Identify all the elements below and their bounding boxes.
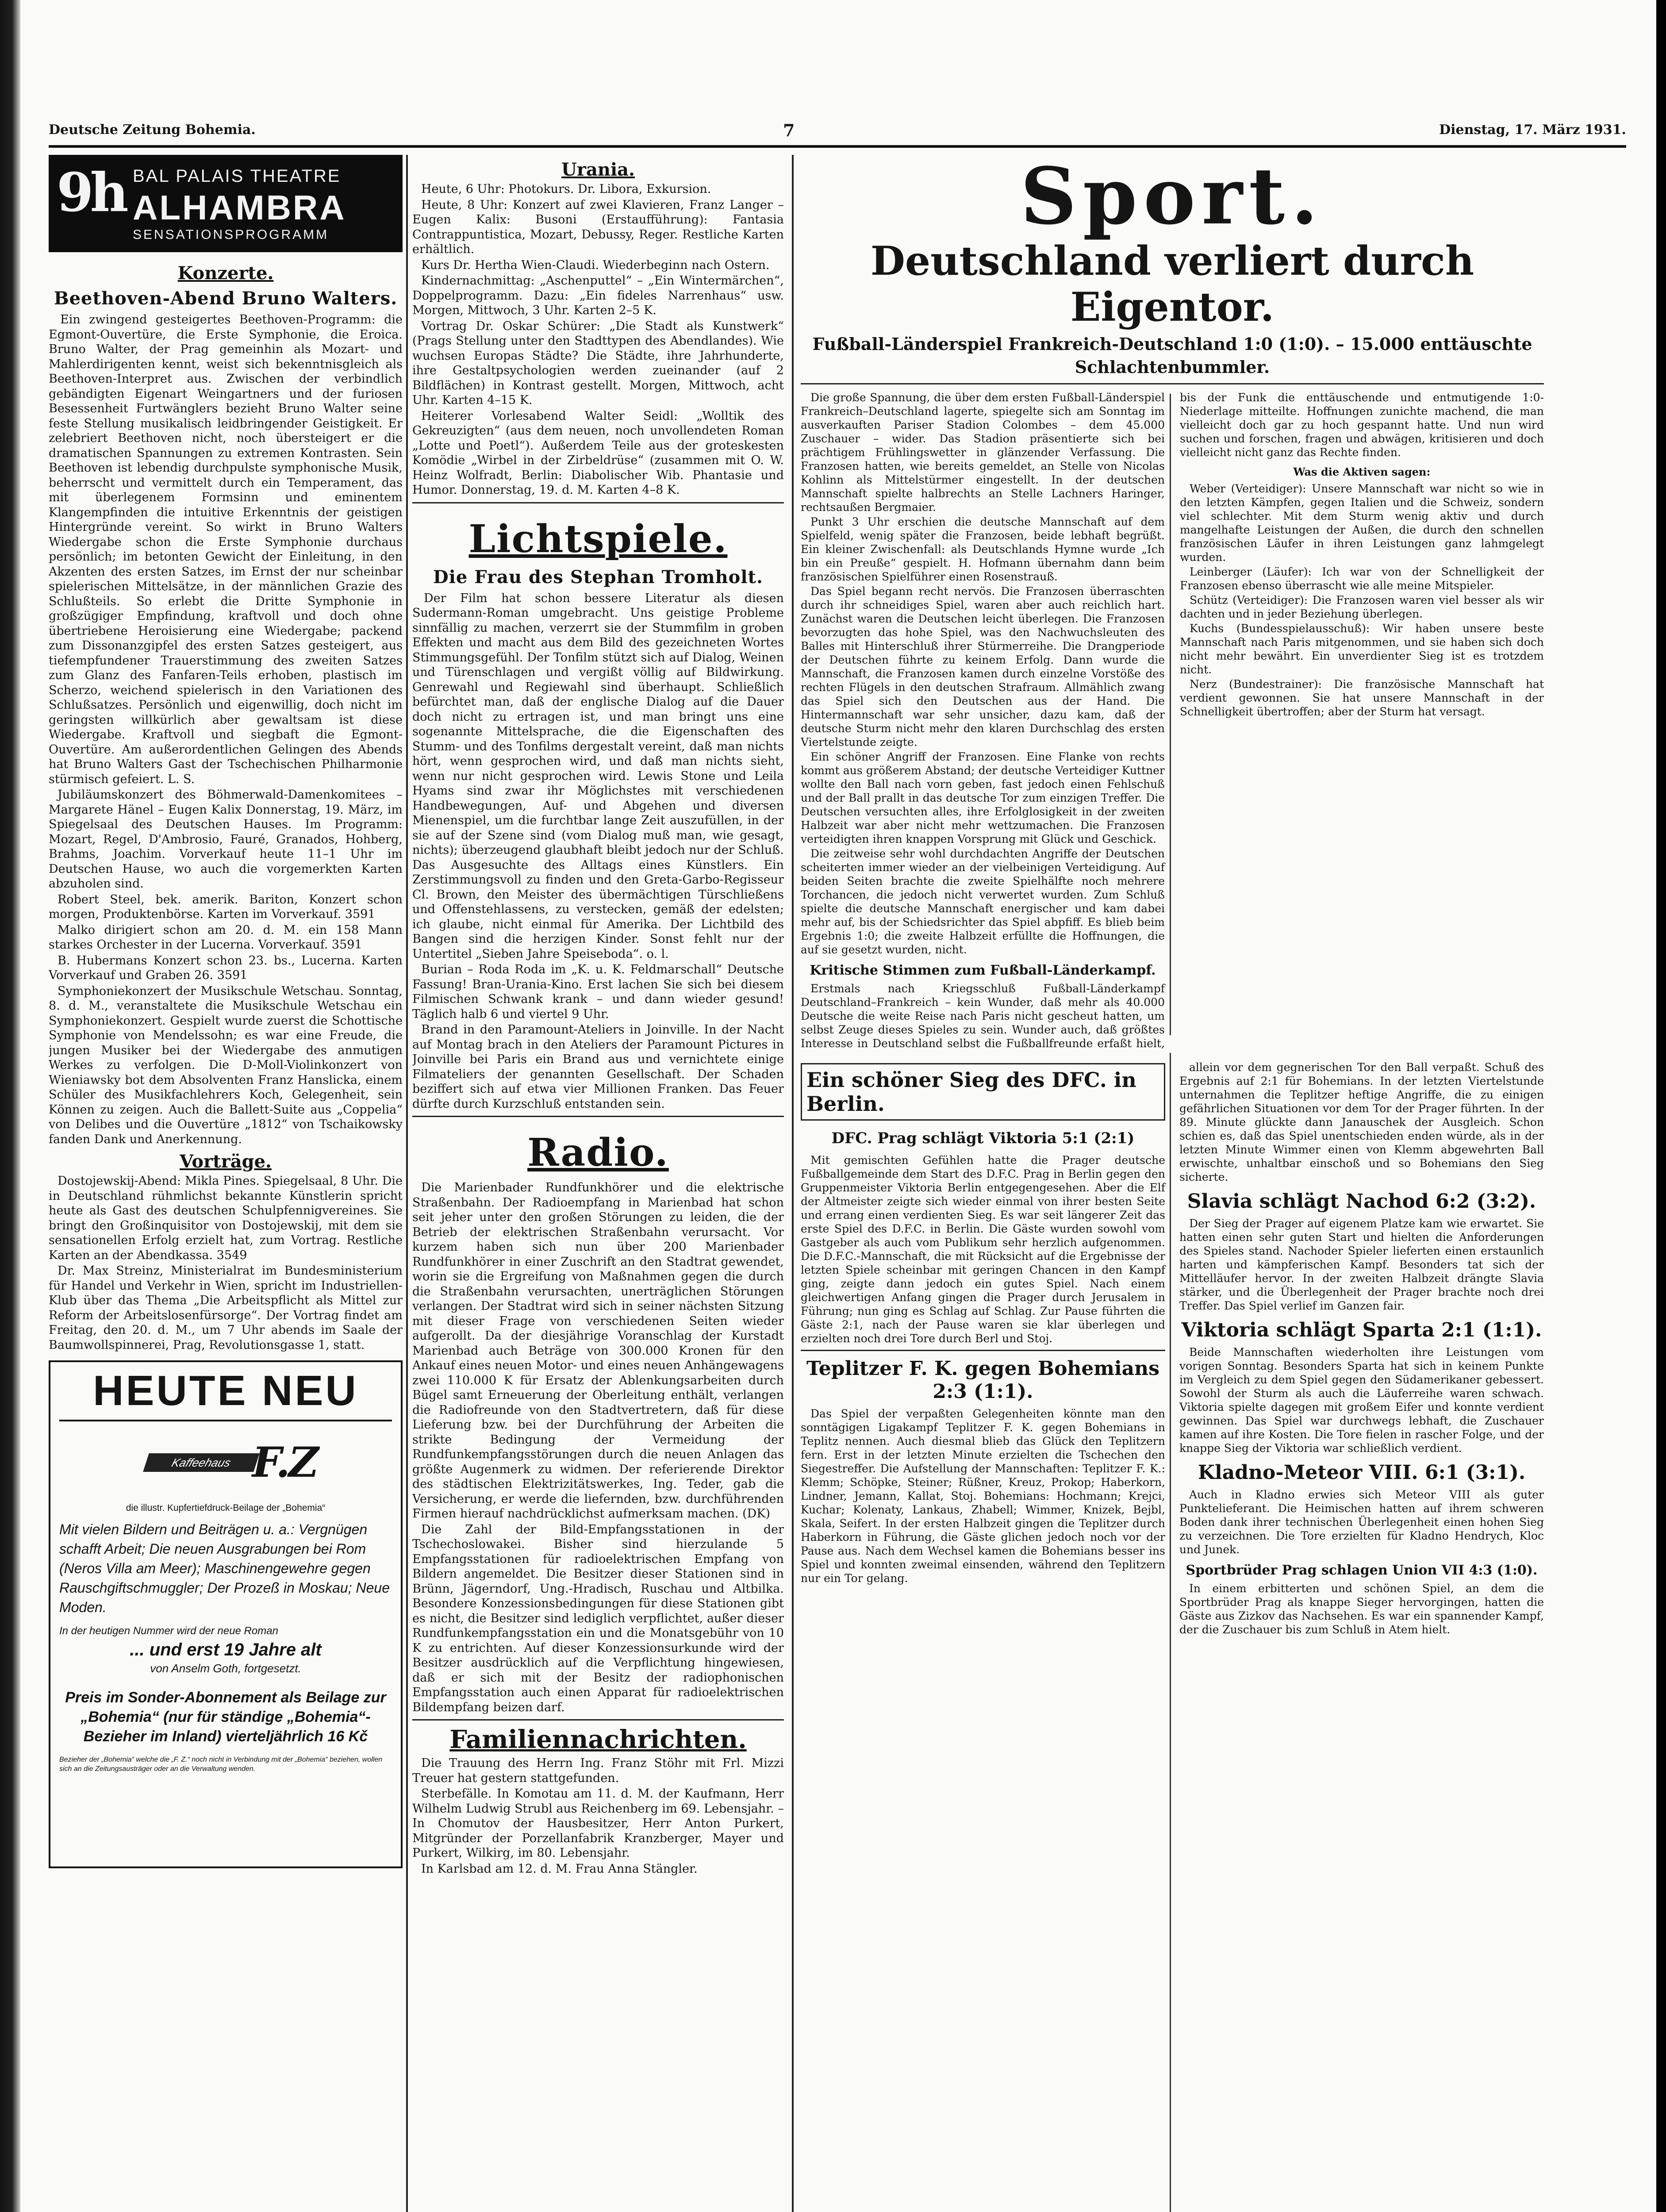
konzert-item: B. Hubermans Konzert schon 23. bs., Lucerna. Karten Vorverkauf und Graben 26. 3591 [49,953,403,982]
section-heading-familie: Familiennachrichten. [449,1725,747,1754]
ad-alhambra-line2: ALHAMBRA [133,188,346,227]
ad-heute-price: Preis im Sonder-Abonnement als Beilage zur „Bohemia“ (nur für ständige „Bohemia“-Bezieher im Inland) vierteljährlich 16 Kč [65,1689,386,1745]
article-paragraph: Die Trauung des Herrn Ing. Franz Stöhr mit Frl. Mizzi Treuer hat gestern stattgefunden. [412,1756,784,1785]
sport-main-article [801,391,1544,1054]
article-paragraph: Das Spiel begann recht nervös. Die Franzosen überraschten durch ihr schneidiges Spiel, waren aber auch reichlich hart. Zunächst waren die Deutschen leicht überlegen. Die Franzosen bevorzugten das hohe Spiel, was den Nachwuchsleuten des Balles mit Hinterschluß ihrer Stürmerreihe. Die Drangperiode der Deutschen führte zu keinem Erfolg. Dann wurde die Mannschaft, die Franzosen kamen durch einzelne Vorstöße des rechten Flügels in den deutschen Strafraum. Allmählich zwang das Spiel sich den Deutschen aus der Hand. Die Hintermannschaft war sehr unsicher, dazu kam, daß der deutsche Sturm nicht mehr den klaren Durchschlag des ersten Viertelstunde zeigte. [801,585,1165,749]
article-paragraph: Sterbefälle. In Komotau am 11. d. M. der Kaufmann, Herr Wilhelm Ludwig Strubl aus Reichenberg im 69. Lebensjahr. – In Chomutov der Hausbesitzer, Herr Anton Purkert, Mitgründer der Porzellanfabrik Kranzberger, Mayer und Purkert, Wilkirg, im 80. Lebensjahr. [412,1787,784,1860]
issue-date: Dienstag, 17. März 1931. [1439,122,1626,138]
quote-paragraph: Kuchs (Bundesspielausschuß): Wir haben unsere beste Mannschaft nach Paris mitgenommen, und sie haben sich doch nicht mehr bewährt. Ein unverdienter Sieg ist es trotzdem nicht. [1180,622,1544,676]
ad-heute-author: von Anselm Goth, fortgesetzt. [150,1662,301,1675]
article-heading-sparta: Viktoria schlägt Sparta 2:1 (1:1). [1181,1319,1542,1341]
ad-heute-logo [146,1434,317,1496]
sport-lower-left [801,1060,1165,1637]
vortrag-item: Dostojewskij-Abend: Mikla Pines. Spiegelsaal, 8 Uhr. Die in Deutschland rühmlichst bekannte Künstlerin spricht heute als Gast des deutschen Schulpfennigvereines. Sie bringt den Großinquisitor von Dostojewskij, mit dem sie sensationellen Erfolg erzielt hat, zum Vortrag. Restliche Karten an der Abendkassa. 3549 [49,1174,403,1262]
ad-heute-logo-band: Kaffeehaus [143,1453,260,1472]
page-number: 7 [783,120,795,140]
konzert-item: Malko dirigiert schon am 20. d. M. ein 158 Mann starkes Orchester in der Lucerna. Vorverkauf. 3591 [49,923,403,952]
divider [412,502,784,503]
quote-paragraph: Weber (Verteidiger): Unsere Mannschaft war nicht so wie in den letzten Kämpfen, gegen Italien und die Schweiz, sondern viel schlechter. Mit dem Sturm wenig aktiv und durch mangelhafte Leistungen der Außen, die durch den schnellen französischen Läufer in ihren Leistungen ganz lahmgelegt wurden. [1180,482,1544,564]
article-heading-teplitz: Teplitzer F. K. gegen Bohemians 2:3 (1:1). [806,1357,1159,1403]
column-rule [406,155,408,2212]
quote-paragraph: Schütz (Verteidiger): Die Franzosen waren viel besser als wir dachten und in jeder Beziehung überlegen. [1180,594,1544,620]
konzert-item: Robert Steel, bek. amerik. Bariton, Konzert schon morgen, Produktenbörse. Karten im Vorverkauf. 3591 [49,892,403,921]
ad-alhambra-line1: BAL PALAIS THEATRE [133,166,341,186]
article-subheading-berlin: DFC. Prag schlägt Viktoria 5:1 (2:1) [831,1129,1135,1147]
urania-item: Vortrag Dr. Oskar Schürer: „Die Stadt als Kunstwerk“ (Prags Stellung unter den Stadttypen des Abendlandes). Wie wuchsen Europas Städte? Die Städte, ihre Jahrhunderte, ihre Gestaltpsychologien werden zueinander (auf 2 Bildflächen) in Kontrast gestellt. Morgen, Mittwoch, acht Uhr. Karten 4–15 K. [412,319,784,407]
urania-item: Kindernachmittag: „Aschenputtel“ – „Ein Wintermärchen“, Doppelprogramm. Dazu: „Ein fideles Narrenhaus“ usw. Morgen, Mittwoch, 3 Uhr. Karten 2–5 K. [412,274,784,317]
section-heading-lichtspiele: Lichtspiele. [468,516,728,561]
article-paragraph: Der Sieg der Prager auf eigenem Platze kam wie erwartet. Sie hatten einen sehr guten Start und hielten die Anforderungen des Spieles stand. Nachoder Spieler lieferten einen erstaunlich harten und kämpferischen Kampf. Besonders tat sich der Mittelläufer hervor. In der zweiten Halbzeit drängte Slavia stärker, und die Überlegenheit der Prager brachte noch drei Treffer. Das Spiel verlief im Ganzen fair. [1179,1217,1544,1312]
article-heading-aktiven: Was die Aktiven sagen: [1293,465,1431,478]
article-paragraph: Ein zwingend gesteigertes Beethoven-Programm: die Egmont-Ouvertüre, die Erste Symphonie, die Eroica. Bruno Walter, der Prag gemeinhin als Mozart- und Mahlerdirigenten kennt, weist sich bekenntnisgleich als Beethoven-Interpret aus. Zwischen der verbindlich gebändigten Eigenart Weingartners und der furiosen Besessenheit Furtwänglers bezieht Bruno Walter seine feste Stellung musikalisch leidbringender Geistigkeit. Er zelebriert Beethoven nicht, noch übersteigert er die dramatischen Spannungen zu extremen Kontrasten. Sein Beethoven ist lebendig durchpulste symphonische Musik, beherrscht und vermittelt durch ein Temperament, das mit überlegenem Formsinn und eminentem Klangempfinden die intuitive Erkenntnis der geistigen Hintergründe vereint. So wirkt in Bruno Walters Wiedergabe schon die Erste Symphonie durchaus persönlich; im betonten Gewicht der Einleitung, in den Akzenten des ersten Satzes, im Ernst der nur scheinbar spielerischen Mittelsätze, in der männlichen Grazie des Schlußteils. So erlebt die Dritte Symphonie in großzügiger Empfindung, kraftvoll und doch ohne übertriebene Heroisierung eine Wiedergabe; packend zum Dissonanzgipfel des ersten Satzes gesteigert, aus tiefempfundener Trauerstimmung des zweiten Satzes zum Glanz des Fanfaren-Teils erhoben, plastisch im Scherzo, weichend spielerisch in den Variationen des Schlußsatzes. Persönlich und eigenwillig, doch nicht im geringsten willkürlich aber gewaltsam ist diese Wiedergabe. Kraftvoll und siegbaft die Egmont-Ouvertüre. Am außerordentlichen Gelingen des Abends hat Bruno Walters Gast der Tschechischen Philharmonie stürmisch gefeiert. L. S. [49,313,403,786]
section-heading-vortraege: Vorträge. [180,1151,272,1172]
section-heading-urania: Urania. [561,159,635,180]
sport-section [801,155,1544,2212]
article-paragraph: Die Zahl der Bild-Empfangsstationen in der Tschechoslowakei. Bisher sind hierzulande 5 Empfangsstationen für radioelektrischen Empfang von Bildern angemeldet. Die Besitzer dieser Stationen sind in Brünn, Jägerndorf, Ung.-Hradisch, Ruschau und Altbilka. Besondere Konzessionsbedingungen für diese Stationen gibt es nicht, die Besitzer sind lediglich verpflichtet, außer dieser Rundfunkempfangsstation ein und die Monatsgebühr von 10 K zu entrichten. Auf dieser Konzessionsurkunde wird der Besitzer ausdrücklich auf die Verpflichtung hingewiesen, daß er sich mit der Besitz der radiophonischen Empfangsstation auch einen Apparat für radioelektrischen Bildempfang beizen darf. [412,1522,784,1714]
urania-item: Kurs Dr. Hertha Wien-Claudi. Wiederbeginn nach Ostern. [421,258,770,272]
article-paragraph: Die zeitweise sehr wohl durchdachten Angriffe der Deutschen scheiterten immer wieder an der vielbeinigen Verteidigung. Auf beiden Seiten brachte die zweite Spielhälfte noch mehrere Torchancen, die jedoch nicht verwertet wurden. Zum Schluß spielte die deutsche Mannschaft energischer und kam dabei mehr auf, bis der Schiedsrichter das Spiel abpfiff. Es blieb beim Ergebnis 1:0; die zweite Halbzeit erfüllte die Hoffnungen, die auf sie gesetzt wurden, nicht. [801,847,1165,956]
article-paragraph: Der Film hat schon bessere Literatur als diesen Sudermann-Roman umgebracht. Uns geistige Probleme sinnfällig zu machen, verzerrt sie der Stummfilm in groben Effekten und macht aus dem Bild des gezeichneten Wortes Stimmungsgefühl. Der Tonfilm stützt sich auf Dialog, Weinen und Türenschlagen und vergißt völlig auf Bildwirkung. Genrewahl und Regiewahl sind überhaupt. Schließlich befürchtet man, daß der englische Dialog auf die Dauer doch nicht zu ertragen ist, und man bringt uns eine sogenannte Mittelsprache, die die Eigenschaften des Stumm- und des Tonfilms dergestalt vereint, daß man nichts hört, wenn gesprochen wird, und daß man nichts sieht, wenn nur nicht gesprochen wird. Lewis Stone und Leila Hyams sind zwar ihr Möglichstes mit verschiedenen Handbewegungen, Auf- und Abgehen und diversen Mienenspiel, um die furchtbar lange Zeit auszufüllen, in der sie auf der Szene sind (vom Dialog muß man, wie gesagt, nichts); überzeugend glaubhaft bleibt jedoch nur der Schluß. Das Ausgesuchte des Alltags eines Künstlers. Ein Zerstimmungsvoll zu finden und den Greta-Garbo-Regisseur Cl. Brown, den Meister des übermächtigen Türschließens und Offenstehlassens, zu verstecken, gemäß der edelsten; ich glaube, nicht einmal für Amerika. Der Lichtbild des Bangen sind die herzigen Kinder. Sonst fehlt nur der Untertitel „Sieben Jahre Speiseboda“. o. l. [412,591,784,961]
ad-heute-title: HEUTE NEU [59,1367,392,1421]
divider [412,1116,784,1117]
quote-paragraph: Nerz (Bundestrainer): Die französische Mannschaft hat verdient gewonnen. Sie hat unsere Mannschaft in der Schnelligkeit übertroffen; aber der Sturm hat versagt. [1180,678,1544,718]
article-paragraph: Burian – Roda Roda im „K. u. K. Feldmarschall“ Deutsche Fassung! Bran-Urania-Kino. Erst lachen Sie sich bei diesem Filmischen Schwank krank – und dann wieder gesund! Täglich halb 6 und viertel 9 Uhr. [412,963,784,1021]
ad-heute-body: Mit vielen Bildern und Beiträgen u. a.: Vergnügen schafft Arbeit; Die neuen Ausgrabungen bei Rom (Neros Villa am Meer); Maschinengewehre gegen Rauschgiftschmuggler; Der Prozeß in Moskau; Neue Moden. [59,1521,390,1615]
article-paragraph: Erstmals nach Kriegsschluß Fußball-Länderkampf Deutschland–Frankreich – kein Wunder, daß mehr als 40.000 Deutsche die weite Reise nach Paris nicht gescheut hatten, um selbst Zeuge dieses Spieles zu sein. Wunder auch, daß größtes Interesse in Deutschland selbst die Fußballfreunde erfaßt hielt, bis der Funk die enttäuschende und entmutigende 1:0-Niederlage mitteilte. Hoffnungen zunichte machend, die man vielleicht doch gar zu hoch gespannt hatte. Und nun wird suchen und forschen, fragen und abwägen, kritisieren und doch vielleicht nicht ganz das Rechte finden. [801,391,1544,1050]
sport-deck: Fußball-Länderspiel Frankreich-Deutschland 1:0 (1:0). – 15.000 enttäuschte Schlachtenbummler. [801,333,1544,384]
column-2 [412,155,784,2212]
ad-heute-extra: In der heutigen Nummer wird der neue Roman [59,1625,278,1637]
article-paragraph: Beide Mannschaften wiederholten ihre Leistungen vom vorigen Sonntag. Besonders Sparta hat sich in keinem Punkte im Vergleich zu dem Spiel gegen den Südamerikaner gebessert. Sowohl der Sturm als auch die Läuferreihe waren schwach. Viktoria spielte dagegen mit großem Eifer und konnte verdient gewinnen. Das Spiel war durchwegs lebhaft, die Zuschauer kamen auf ihre Kosten. Die Tore fielen in rascher Folge, und der knappe Sieg der Viktoria war schließlich verdient. [1179,1346,1544,1455]
ad-alhambra[interactable] [49,155,403,252]
quote-paragraph: Leinberger (Läufer): Ich war von der Schnelligkeit der Franzosen ebenso überrascht wie alle meine Mitspieler. [1180,565,1544,592]
konzert-item: Jubiläumskonzert des Böhmerwald-Damenkomitees – Margarete Hänel – Eugen Kalix Donnerstag, 19. März, im Spiegelsaal des Deutschen Hauses. Im Programm: Mozart, Regel, D'Ambrosio, Fauré, Granados, Hohberg, Brahms, Joachim. Vorverkauf heute 11–1 Uhr im Deutschen Hause, wo auch die vorgemerkten Karten abzuholen sind. [49,788,403,891]
sport-lower-right [1179,1060,1544,1637]
divider [412,1719,784,1720]
vortrag-item: Dr. Max Streinz, Ministerialrat im Bundesministerium für Handel und Verkehr in Wien, spricht im Industriellen-Klub über das Thema „Die Arbeitspflicht als Mittel zur Reform der Arbeitslosenfürsorge“. Der Vortrag findet am Freitag, den 20. d. M., um 7 Uhr abends im Saale der Baumwollspinnerei, Prag, Revolutionsgasse 1, statt. [49,1264,403,1352]
divider [801,1350,1165,1351]
article-paragraph: In einem erbitterten und schönen Spiel, an dem die Sportbrüder Prag als knappe Sieger hervorgingen, hatten die Gäste aus Zizkov das Nachsehen. Es war ein spannender Kampf, der die Zuschauer bis zum Schluß in Atem hielt. [1179,1582,1544,1636]
article-heading-union: Sportbrüder Prag schlagen Union VII 4:3 (1:0). [1186,1563,1538,1578]
urania-item: Heute, 6 Uhr: Photokurs. Dr. Libora, Exkursion. [421,182,711,196]
article-heading-berlin: Ein schöner Sieg des DFC. in Berlin. [801,1063,1165,1121]
article-paragraph: Brand in den Paramount-Ateliers in Joinville. In der Nacht auf Montag brach in den Ateliers der Paramount Pictures in Joinville bei Paris ein Brand aus und vernichtete einige Filmateliers der genannten Gesellschaft. Der Schaden beziffert sich auf etwa vier Millionen Franken. Das Feuer dürfte durch Kurzschluß entstanden sein. [412,1023,784,1111]
column-rule [792,155,794,2212]
article-paragraph: Das Spiel der verpaßten Gelegenheiten könnte man den sonntägigen Ligakampf Teplitzer F. K. gegen Bohemians in Teplitz nennen. Auch diesmal blieb das Glück den Teplitzern fern. Erst in der letzten Minute erzielten die Tschechen den Siegestreffer. Die Aufstellung der Mannschaften: Teplitzer F. K.: Klemm; Schöpke, Steiner; Rüßner, Kreuz, Prokop; Haberkorn, Lindner, Jemann, Kallat, Stoj. Bohemians: Hochmann; Krejci, Kuchar; Kolenaty, Lankaus, Zhabell; Wimmer, Knizek, Bejbl, Skala, Seifert. In der ersten Halbzeit gingen die Teplitzer durch Haberkorn in Führung, die Gäste glichen jedoch noch vor der Pause aus. Nach dem Wechsel kamen die Bohemians besser ins Spiel und konnten zweimal einsenden, während den Teplitzern nur ein Tor gelang. [801,1407,1165,1585]
section-heading-radio: Radio. [527,1130,669,1175]
scan-edge-right [1656,0,1666,2212]
ad-heute-headline: ... und erst 19 Jahre alt [130,1640,322,1659]
page-header [49,119,1626,148]
article-heading-beethoven: Beethoven-Abend Bruno Walters. [54,288,398,309]
sport-headline: Deutschland verliert durch Eigentor. [870,238,1474,330]
scan-edge-left [0,0,20,2212]
article-paragraph: In Karlsbad am 12. d. M. Frau Anna Stängler. [421,1862,698,1876]
urania-item: Heute, 8 Uhr: Konzert auf zwei Klavieren, Franz Langer – Eugen Kalix: Busoni (Erstaufführung): Fantasia Contrappuntistica, Mozart, Debussy, Reger. Restliche Karten erhältlich. [412,198,784,256]
article-paragraph: Die große Spannung, die über dem ersten Fußball-Länderspiel Frankreich–Deutschland lagerte, spiegelte sich am Sonntag im ausverkauften Pariser Stadion Colombes – dem 45.000 Zuschauer – wider. Das Stadion präsentierte sich bei prächtigem Frühlingswetter in glänzender Verfassung. Die Franzosen hatten, wie bereits gemeldet, an Stelle von Nicolas Kohlinn als Mittelstürmer eingestellt. In der deutschen Mannschaft spielte halbrechts an Stelle Lachners Haringer, rechtsaußen Bergmaier. [801,391,1165,514]
ad-heute-neu[interactable] [49,1360,403,1868]
ad-alhambra-line3: SENSATIONSPROGRAMM [133,227,329,242]
ad-heute-logo-mark: F.Z [252,1438,317,1487]
article-heading-kritisch: Kritische Stimmen zum Fußball-Länderkampf. [810,963,1156,978]
article-paragraph: Ein schöner Angriff der Franzosen. Eine Flanke von rechts kommt aus größerem Abstand; der deutsche Verteidiger Kuttner wollte den Ball nach vorn geben, fast jedoch einen Fehlschuß und der Ball prallt in das deutsche Tor zum einzigen Treffer. Die Deutschen versuchten alles, ihre Erfolglosigkeit in der zweiten Halbzeit war aber nicht mehr wettzumachen. Die Franzosen verteidigten ihren knappen Vorsprung mit Glück und Geschick. [801,750,1165,845]
article-paragraph: Punkt 3 Uhr erschien die deutsche Mannschaft auf dem Spielfeld, wenig später die Franzosen, beide lebhaft begrüßt. Ein kleiner Zwischenfall: als Deutschlands Hymne wurde „Ich bin ein Preuße“ gespielt. H. Hofmann übernahm dann beim französischen Spielführer einen Rosenstrauß. [801,515,1165,583]
sport-lower [801,1060,1544,1637]
article-heading-tromholt: Die Frau des Stephan Tromholt. [433,566,763,588]
ad-heute-note: die illustr. Kupfertiefdruck-Beilage der „Bohemia“ [126,1503,326,1513]
paper-name: Deutsche Zeitung Bohemia. [49,122,256,138]
column-1 [49,155,403,2212]
section-heading-konzerte: Konzerte. [177,263,274,284]
article-paragraph: Die Marienbader Rundfunkhörer und die elektrische Straßenbahn. Der Radioempfang in Marienbad hat schon seit jeher unter den großen Störungen zu leiden, die der Betrieb der elektrischen Straßenbahn verursacht. Vor kurzem haben sich nun über 200 Marienbader Rundfunkhörer in einer Zuschrift an den Stadtrat gewendet, worin sie die Ergreifung von Maßnahmen gegen die durch die Straßenbahn verursachten, unerträglichen Störungen verlangen. Der Stadtrat wird sich in seiner nächsten Sitzung mit dieser Frage von verschiedenen Seiten wieder aufgerollt. Da der diesjährige Voranschlag der Kurstadt Marienbad auch Beträge von 300.000 Kronen für den Ankauf eines neuen Motor- und eines neuen Anhängewagens zwei 110.000 K für Ersatz der Ablenkungsarbeiten durch Bügel samt Erneuerung der Oberleitung enthält, verlangen die Radiofreunde von den Stadtvertretern, daß für diese Lieferung bzw. bei der Durchführung der Arbeiten die strikte Bedingung der Vermeidung der Rundfunkempfangsstörungen durch die neuen Anlagen das größte Augenmerk zu widmen. Der referierende Direktor des städtischen Elektrizitätswerkes, Ing. Teder, gab die Versicherung, er werde die liefernden, bzw. durchführenden Firmen hierauf nachdrücklichst aufmerksam machen. (DK) [412,1181,784,1521]
urania-item: Heiterer Vorlesabend Walter Seidl: „Wolltik des Gekreuzigten“ (aus dem neuen, noch unvollendeten Roman „Lotte und Poetl“). Außerdem Teile aus der groteskesten Komödie „Wirbel in der Zirbeldrüse“ (zusammen mit O. W. Heinz Wolfradt, Berlin: Diabolischer Wib. Phantasie und Humor. Donnerstag, 19. d. M. Karten 4–8 K. [412,409,784,497]
article-heading-slavia: Slavia schlägt Nachod 6:2 (3:2). [1187,1190,1536,1213]
article-paragraph: Mit gemischten Gefühlen hatte die Prager deutsche Fußballgemeinde dem Start des D.F.C. Prag in Berlin gegen den Gruppenmeister Viktoria Berlin entgegengesehen. Aber die Elf der Altmeister zeigte sich wieder einmal von ihrer besten Seite und errang einen verdienten Sieg. Es war seit längerer Zeit das erste Spiel des D.F.C. in Berlin. Die Gäste wurden sowohl vom Gastgeber als auch vom Publikum sehr herzlich aufgenommen. Die D.F.C.-Mannschaft, die mit Rücksicht auf die Ergebnisse der letzten Spiele scheinbar mit geringen Chancen in den Kampf ging, zeigte dann jedoch ein gutes Spiel. Nach einem gleichwertigen Anfang gingen die Prager durch Jerusalem in Führung; nun ging es Schlag auf Schlag. Zur Pause führten die Gäste 2:1, nach der Pause waren sie klar überlegen und erzielten noch drei Tore durch Berl und Stoj. [801,1154,1165,1345]
sport-kicker: Sport. [1020,155,1324,242]
article-paragraph: allein vor dem gegnerischen Tor den Ball verpaßt. Schuß des Ergebnis auf 2:1 für Bohemians. In der letzten Viertelstunde unternahmen die Teplitzer heftige Angriffe, die zu einigen gefährlichen Situationen vor dem Tor der Prager führten. In der 89. Minute glückte dann Janauschek der Ausgleich. Schon schien es, daß das Spiel unentschieden enden würde, als in der letzten Minute Wimmer einen von Klemm abgewehrten Ball erwischte, unhaltbar einschoß und so Bohemians den Sieg sicherte. [1179,1061,1544,1183]
article-heading-kladno: Kladno-Meteor VIII. 6:1 (3:1). [1198,1461,1526,1484]
ad-alhambra-monogram: 9h [57,161,125,224]
article-paragraph: Auch in Kladno erwies sich Meteor VIII als guter Punktelieferant. Die Heimischen hatten auf ihrem schweren Boden dank ihrer technischen Überlegenheit einen hohen Sieg zu verzeichnen. Die Tore erzielten für Kladno Hendrych, Kloc und Junek. [1179,1488,1544,1556]
konzert-item: Symphoniekonzert der Musikschule Wetschau. Sonntag, 8. d. M., veranstaltete die Musikschule Wetschau ein Symphoniekonzert. Gespielt wurde zuerst die Schottische Symphonie von Mendelssohn; es war eine Freude, die jungen Musiker bei der Wiedergabe des anmutigen Werkes zu verfolgen. Die D-Moll-Violinkonzert von Wieniawsky bot dem Absolventen Franz Hanslicka, einem Schüler des Musikfachlehrers Koch, Gelegenheit, sein Können zu zeigen. Auch die Ballett-Suite aus „Coppelia“ von Delibes und die Ouvertüre „1812“ von Tschaikowsky fanden Dank und Anerkennung. [49,984,403,1146]
ad-heute-fine-print: Bezieher der „Bohemia“ welche die „F. Z.“ noch nicht in Verbindung mit der „Bohemia“ beziehen, wollen sich an die Zeitungsausträger oder an die Verwaltung wenden. [59,1756,383,1773]
